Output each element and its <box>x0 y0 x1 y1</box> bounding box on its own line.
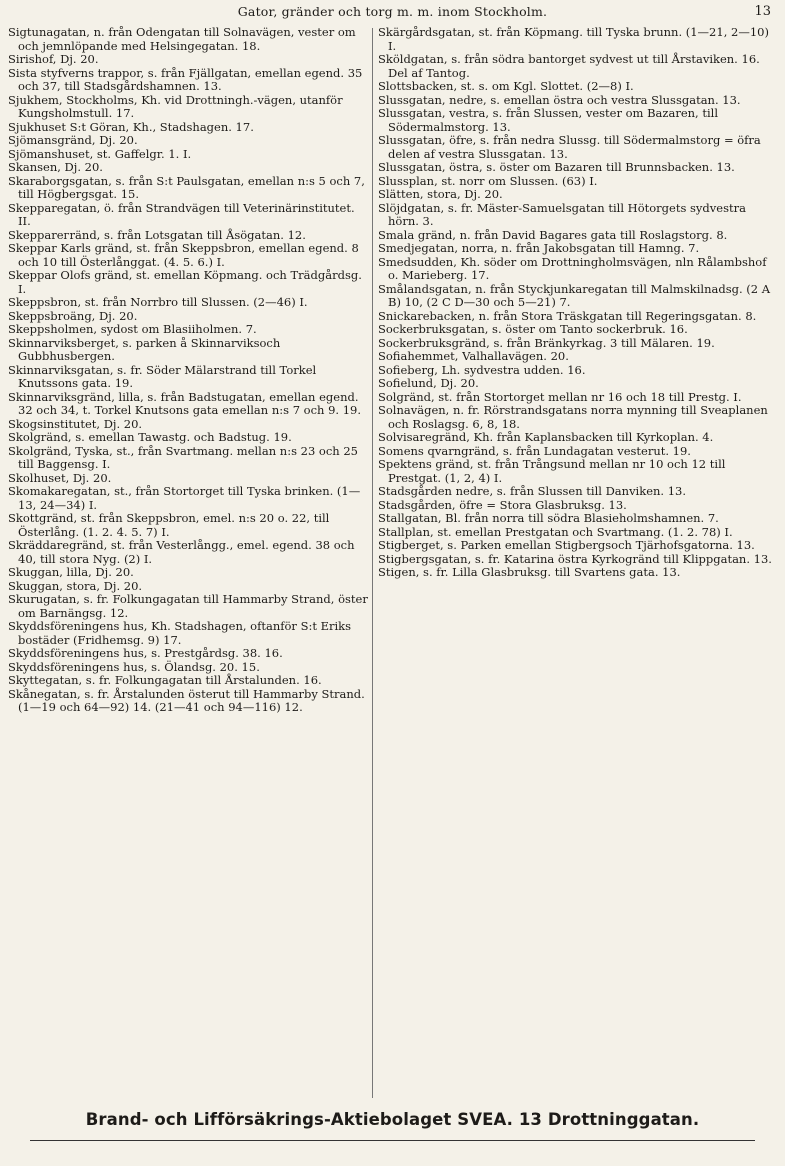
directory-entry: Skaraborgsgatan, s. från S:t Paulsgatan, emellan n:s 5 och 7, till Högbergsgat. 15. <box>8 173 365 201</box>
directory-entry: Skurugatan, s. fr. Folkungagatan till Hammarby Strand, öster om Barnängsg. 12. <box>8 592 368 620</box>
directory-entry: Skeppar Olofs gränd, st. emellan Köpmang. och Trädgårdsg. I. <box>8 268 362 296</box>
directory-entry: Smedsudden, Kh. söder om Drottningholmsvägen, nln Rålambshof o. Marieberg. 17. <box>378 254 767 282</box>
directory-entry: Sockerbruksgränd, s. från Bränkyrkag. 3 till Mälaren. 19. <box>378 335 715 350</box>
directory-entry: Skyddsföreningens hus, s. Prestgårdsg. 38. 16. <box>8 646 283 660</box>
directory-entry: Stadsgården, öfre = Stora Glasbruksg. 13. <box>378 497 627 512</box>
directory-entry: Skyddsföreningens hus, s. Ölandsg. 20. 15. <box>8 659 260 674</box>
directory-entry: Sockerbruksgatan, s. öster om Tanto sockerbruk. 16. <box>378 322 688 336</box>
directory-entry: Somens qvarngränd, s. från Lundagatan vesterut. 19. <box>378 443 691 458</box>
directory-entry: Skånegatan, s. fr. Årstalunden österut till Hammarby Strand. (1—19 och 64—92) 14. (21—41 och 94—116) 12. <box>8 686 365 714</box>
directory-entry: Sjukhuset S:t Göran, Kh., Stadshagen. 17. <box>8 119 254 134</box>
directory-entry: Skeppsbroäng, Dj. 20. <box>8 308 138 323</box>
directory-entry: Sigtunagatan, n. från Odengatan till Solnavägen, vester om och jemnlöpande med Helsingegatan. 18. <box>8 25 356 53</box>
directory-entry: Skeppsholmen, sydost om Blasiiholmen. 7. <box>8 322 257 336</box>
left-column <box>8 26 370 715</box>
directory-entry: Slottsbacken, st. s. om Kgl. Slottet. (2—8) I. <box>378 79 634 93</box>
directory-entry: Skärgårdsgatan, st. från Köpmang. till Tyska brunn. (1—21, 2—10) I. <box>378 25 769 53</box>
directory-entry: Smålandsgatan, n. från Styckjunkaregatan till Malmskilnadsg. (2 A B) 10, (2 C D—30 och 5—21) 7. <box>378 281 771 309</box>
directory-entry: Sjömansgränd, Dj. 20. <box>8 133 138 147</box>
directory-entry: Sista styfverns trappor, s. från Fjällgatan, emellan egend. 35 och 37, till Stadsgårdshamnen. 13. <box>8 65 363 93</box>
directory-entry: Solgränd, st. från Stortorget mellan nr 16 och 18 till Prestg. I. <box>378 389 742 404</box>
page-title: Gator, gränder och torg m. m. inom Stockholm. <box>237 4 548 19</box>
directory-entry: Smedjegatan, norra, n. från Jakobsgatan till Hamng. 7. <box>378 241 700 255</box>
directory-entry: Slöjdgatan, s. fr. Mäster-Samuelsgatan till Hötorgets sydvestra hörn. 3. <box>378 200 746 228</box>
directory-entry: Skolhuset, Dj. 20. <box>8 470 112 485</box>
directory-entry: Stadsgården nedre, s. från Slussen till Danviken. 13. <box>378 484 687 498</box>
directory-entry: Sjukhem, Stockholms, Kh. vid Drottningh.-vägen, utanför Kungsholmstull. 17. <box>8 92 343 120</box>
directory-entry: Sköldgatan, s. från södra bantorget sydvest ut till Årstaviken. 16. Del af Tantog. <box>378 52 760 80</box>
directory-entry: Skyttegatan, s. fr. Folkungagatan till Årstalunden. 16. <box>8 673 322 687</box>
directory-entry: Stallgatan, Bl. från norra till södra Blasieholmshamnen. 7. <box>378 511 719 525</box>
directory-entry: Skogsinstitutet, Dj. 20. <box>8 416 143 431</box>
directory-entry: Skolgränd, Tyska, st., från Svartmang. mellan n:s 23 och 25 till Baggensg. I. <box>8 443 358 471</box>
directory-entry: Sofielund, Dj. 20. <box>378 376 479 390</box>
directory-entry: Skolgränd, s. emellan Tawastg. och Badstug. 19. <box>8 430 292 444</box>
column-divider <box>372 28 373 1098</box>
directory-entry: Stigberget, s. Parken emellan Stigbergsoch Tjärhofsgatorna. 13. <box>378 538 755 552</box>
directory-entry: Skeppareгränd, s. från Lotsgatan till Åsögatan. 12. <box>8 227 306 242</box>
directory-entry: Skepparegatan, ö. från Strandvägen till Veterinärinstitutet. II. <box>8 200 355 228</box>
directory-entry: Spektens gränd, st. från Trångsund mellan nr 10 och 12 till Prestgat. (1, 2, 4) I. <box>378 457 726 485</box>
right-column <box>378 26 778 580</box>
directory-entry: Slussgatan, öfre, s. från nedra Slussg. till Södermalmstorg = öfra delen af vestra Slussgatan. 13. <box>378 133 761 161</box>
directory-entry: Skinnarviksgatan, s. fr. Söder Mälarstrand till Torkel Knutssons gata. 19. <box>8 362 317 390</box>
directory-entry: Skyddsföreningens hus, Kh. Stadshagen, oftanför S:t Eriks bostäder (Fridhemsg. 9) 17. <box>8 619 352 647</box>
page-number: 13 <box>754 4 771 19</box>
directory-entry: Skomakaregatan, st., från Stortorget till Tyska brinken. (1—13, 24—34) I. <box>8 484 361 512</box>
directory-entry: Sirishof, Dj. 20. <box>8 52 99 66</box>
directory-entry: Slussgatan, nedre, s. emellan östra och vestra Slussgatan. 13. <box>378 92 741 107</box>
directory-entry: Skinnarviksgränd, lilla, s. från Badstugatan, emellan egend. 32 och 34, t. Torkel Knutsons gata emellan n:s 7 och 9. 19. <box>8 389 362 417</box>
directory-entry: Skräddaregränd, st. från Vesterlångg., emel. egend. 38 och 40, till stora Nyg. (2) I. <box>8 538 355 566</box>
page-header <box>0 4 785 24</box>
directory-entry: Sofieberg, Lh. sydvestra udden. 16. <box>378 362 586 377</box>
directory-entry: Slussgatan, östra, s. öster om Bazaren till Brunnsbacken. 13. <box>378 160 735 174</box>
directory-entry: Skottgränd, st. från Skeppsbron, emel. n:s 20 o. 22, till Österlång. (1. 2. 4. 5. 7) I. <box>8 511 330 539</box>
directory-entry: Stallplan, st. emellan Prestgatan och Svartmang. (1. 2. 78) I. <box>378 524 733 539</box>
directory-entry: Smala gränd, n. från David Bagares gata till Roslagstorg. 8. <box>378 227 728 242</box>
directory-entry: Solvisaregränd, Kh. från Kaplansbacken till Kyrkoplan. 4. <box>378 430 714 444</box>
directory-entry: Stigbergsgatan, s. fr. Katarina östra Kyrkogränd till Klippgatan. 13. <box>378 551 772 566</box>
directory-entry: Snickarebacken, n. från Stora Träskgatan till Regeringsgatan. 8. <box>378 308 757 323</box>
directory-entry: Sofiahemmet, Valhallavägen. 20. <box>378 349 569 363</box>
footer-advertisement: Brand- och Lifförsäkrings-Aktiebolaget SVEA. 13 Drottninggatan. <box>85 1110 700 1129</box>
directory-entry: Skansen, Dj. 20. <box>8 160 103 174</box>
directory-entry: Sjömanshuset, st. Gaffelgr. 1. I. <box>8 146 192 161</box>
directory-entry: Skeppsbron, st. från Norrbro till Slussen. (2—46) I. <box>8 295 308 309</box>
directory-entry: Slussgatan, vestra, s. från Slussen, vester om Bazaren, till Södermalmstorg. 13. <box>378 106 719 134</box>
directory-entry: Solnavägen, n. fr. Rörstrandsgatans norra mynning till Sveaplanen och Roslagsg. 6, 8, 18. <box>378 403 768 431</box>
footer-rule <box>30 1140 755 1141</box>
directory-entry: Skuggan, lilla, Dj. 20. <box>8 565 134 579</box>
directory-entry: Stigen, s. fr. Lilla Glasbruksg. till Svartens gata. 13. <box>378 565 681 579</box>
directory-entry: Slätten, stora, Dj. 20. <box>378 187 503 201</box>
directory-entry: Skuggan, stora, Dj. 20. <box>8 578 143 593</box>
directory-entry: Skinnarviksberget, s. parken å Skinnarviksoch Gubbhusbergen. <box>8 335 281 363</box>
directory-columns <box>8 26 778 1106</box>
directory-entry: Slussplan, st. norr om Slussen. (63) I. <box>378 173 598 188</box>
directory-entry: Skeppar Karls gränd, st. från Skeppsbron, emellan egend. 8 och 10 till Österlånggat. (4. 5. 6.) I. <box>8 241 359 269</box>
